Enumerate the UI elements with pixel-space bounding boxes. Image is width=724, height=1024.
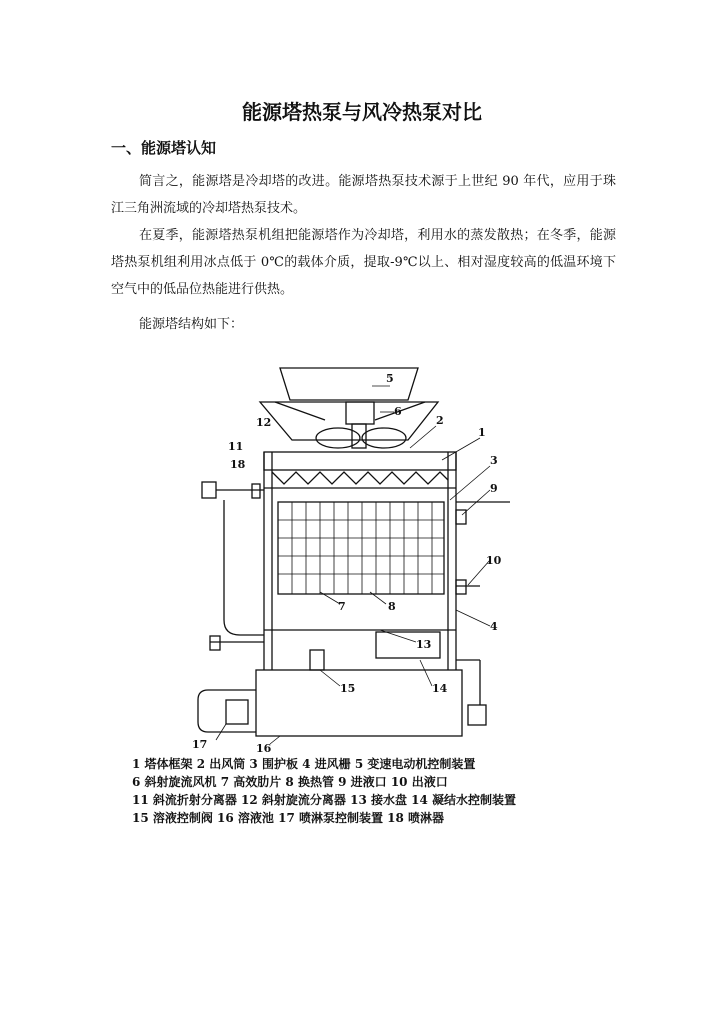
solution-basin: [256, 670, 462, 736]
label-3: 3: [490, 454, 498, 467]
label-11: 11: [228, 440, 244, 453]
label-18: 18: [230, 458, 246, 471]
label-5: 5: [386, 372, 394, 385]
label-10: 10: [486, 554, 502, 567]
sprayer-zigzag: [272, 472, 448, 484]
outlet-hood: [260, 402, 438, 440]
fan-blade-left: [316, 428, 360, 448]
label-2: 2: [436, 414, 444, 427]
paragraph-season: 在夏季，能源塔热泵机组把能源塔作为冷却塔，利用水的蒸发散热；在冬季，能源塔热泵机组利用冰点低于 0℃的载体介质，提取-9℃以上、相对湿度较高的低温环境下空气中的低品位热能进行供热。: [111, 228, 616, 297]
label-7: 7: [338, 600, 346, 613]
tower-top-frame: [264, 452, 456, 470]
energy-tower-diagram: [180, 360, 530, 755]
section-heading: 一、能源塔认知: [111, 139, 217, 157]
spray-pump: [226, 700, 248, 724]
label-12: 12: [256, 416, 272, 429]
label-1: 1: [478, 426, 486, 439]
fan-blade-right: [362, 428, 406, 448]
paragraph-structure: 能源塔结构如下：: [139, 317, 244, 332]
outlet-hood-top: [280, 368, 418, 400]
legend-line-3: 11 斜流折射分离器 12 斜射旋流分离器 13 接水盘 14 凝结水控制装置: [132, 793, 517, 807]
label-15: 15: [340, 682, 356, 695]
document-title: 能源塔热泵与风冷热泵对比: [242, 100, 482, 124]
legend-line-1: 1 塔体框架 2 出风筒 3 围护板 4 进风栅 5 变速电动机控制装置: [132, 757, 476, 771]
label-8: 8: [388, 600, 396, 613]
label-16: 16: [256, 742, 272, 755]
label-4: 4: [490, 620, 498, 633]
solution-valve: [310, 650, 324, 670]
motor: [346, 402, 374, 424]
label-13: 13: [416, 638, 432, 651]
label-14: 14: [432, 682, 448, 695]
heat-exchanger-coil: [278, 502, 444, 594]
paragraph-intro: 简言之，能源塔是冷却塔的改进。能源塔热泵技术源于上世纪 90 年代，应用于珠江三角洲流域的冷却塔热泵技术。: [111, 174, 616, 216]
legend-line-4: 15 溶液控制阀 16 溶液池 17 喷淋泵控制装置 18 喷淋器: [132, 811, 445, 825]
legend-line-2: 6 斜射旋流风机 7 高效肋片 8 换热管 9 进液口 10 出液口: [132, 775, 448, 789]
label-17: 17: [192, 738, 208, 751]
label-6: 6: [394, 405, 402, 418]
condensate-unit: [468, 705, 486, 725]
label-9: 9: [490, 482, 498, 495]
